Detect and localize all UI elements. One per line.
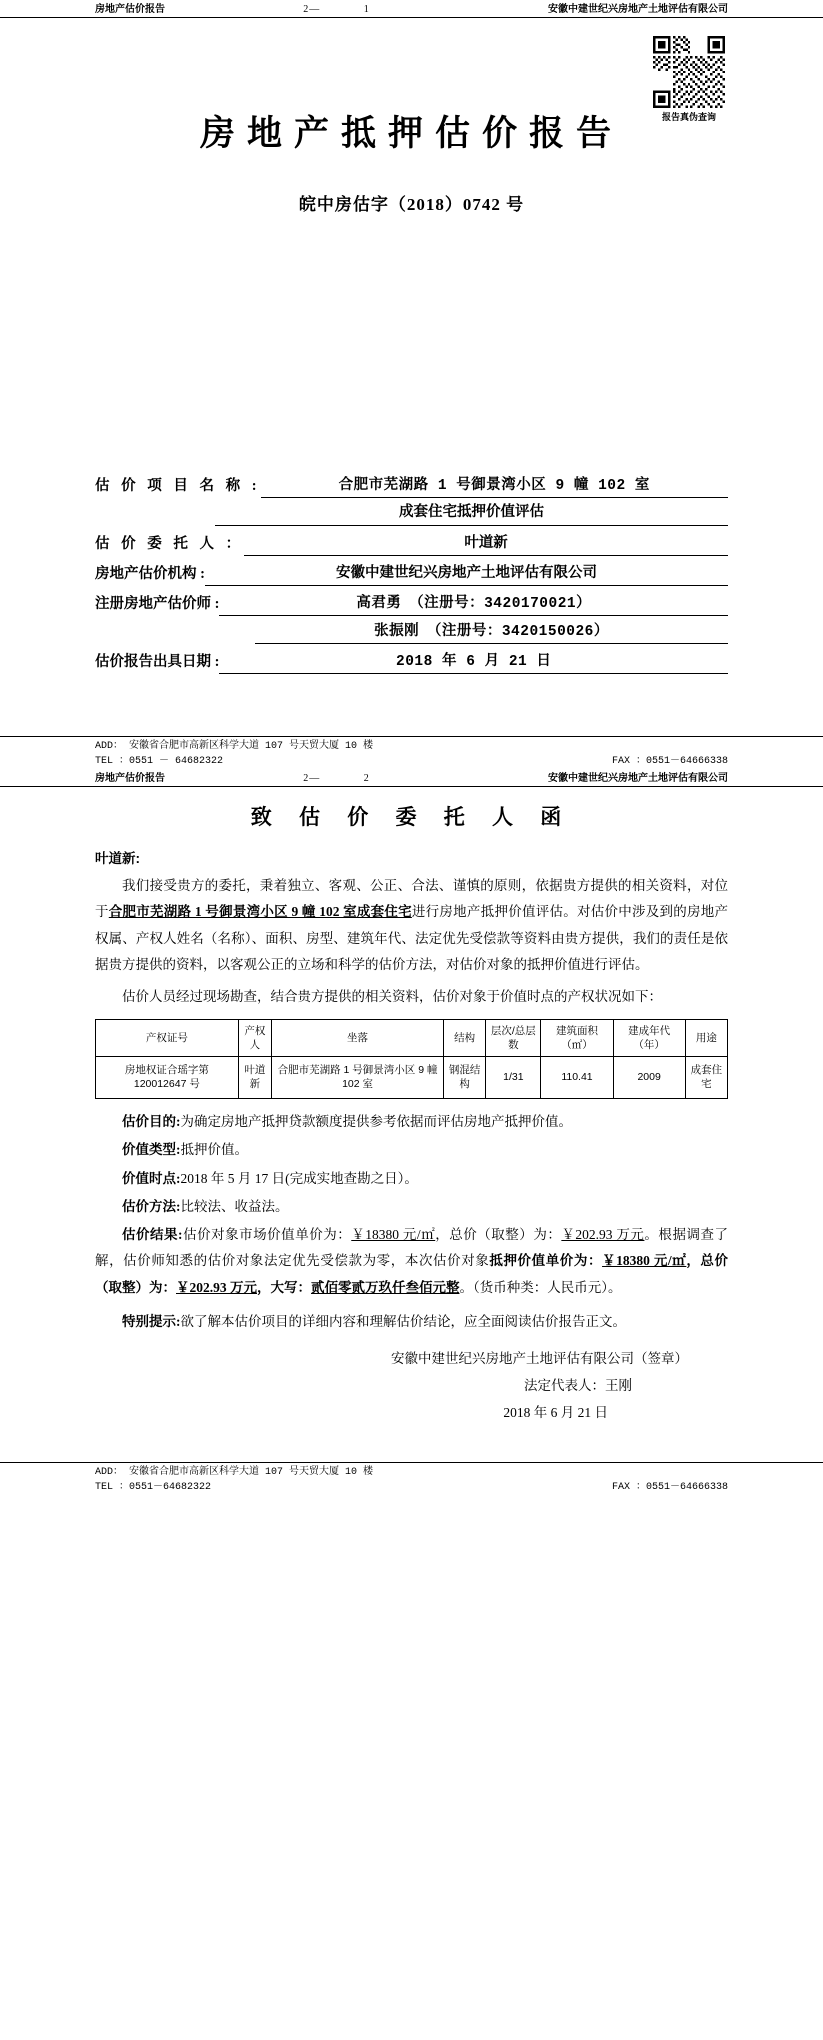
item-mortgage-total-label: ，总价（取整）为： [95,1253,729,1295]
letter-body [95,847,728,1426]
field-issue-date-label: 估价报告出具日期 : [95,654,220,670]
field-appraiser-2-value: 张振刚 （注册号：3420150026） [255,619,728,644]
signature-company: 安徽中建世纪兴房地产土地评估有限公司（签章） [391,1351,688,1367]
letter-paragraph-2: 估价人员经过现场勘查，结合贵方提供的相关资料，估价对象于价值时点的产权状况如下： [122,989,662,1005]
letter-paragraph-1-subject: 合肥市芜湖路 1 号御景湾小区 9 幢 102 室成套住宅 [108,904,412,920]
field-client-label: 估 价 委 托 人 ： [95,536,245,552]
field-appraiser-1-value: 高君勇 （注册号：3420170021） [219,591,728,616]
item-purpose-text: 为确定房地产抵押贷款额度提供参考依据而评估房地产抵押价值。 [180,1113,572,1129]
field-project-name [95,470,728,498]
letter-running-head-right: 安徽中建世纪兴房地产土地评估有限公司 [548,773,728,784]
col-area: 建筑面积（㎡） [541,1019,613,1056]
item-value-date [95,1166,728,1192]
running-head-left: 房地产估价报告 [95,4,165,15]
item-mortgage-total-price: ￥202.93 万元 [176,1279,257,1295]
running-head-page-number: 1 [363,4,370,15]
col-floor: 层次/总层数 [486,1019,541,1056]
item-value-date-label: 价值时点: [122,1170,181,1186]
letter-running-head-page-number: 2 [363,773,370,784]
cover-running-head [0,0,823,18]
letter-running-head-center [165,773,548,784]
cover-footer [0,736,823,769]
field-project-name-label: 估 价 项 目 名 称 : [95,478,261,494]
field-appraiser-2 [95,618,728,644]
running-head-section: 2— [303,4,321,15]
field-project-name-value-line2: 成套住宅抵押价值评估 [215,500,728,526]
field-client-value: 叶道新 [244,531,728,556]
field-issue-date-value: 2018 年 6 月 21 日 [219,649,728,674]
cell-owner: 叶道新 [238,1056,271,1098]
item-value-date-text: 2018 年 5 月 17 日(完成实地查勘之日）。 [180,1170,418,1186]
letter-paragraph-1-post: 进行房地产抵押价值评估。对估价中涉及到的房地产权属、产权人姓名（名称）、面积、房型、建筑年代、法定优先受偿款等资料由贵方提供，我们的责任是依据贵方提供的资料，以客观公正的立场和科学的估价方法，对估价对象的抵押价值进行评估。 [95,904,729,972]
item-mortgage-unit-price: ￥18380 元/㎡ [602,1253,687,1269]
cell-location: 合肥市芜湖路 1 号御景湾小区 9 幢 102 室 [272,1056,444,1098]
field-appraisal-agency [95,558,728,586]
item-purpose-label: 估价目的: [122,1113,181,1129]
qr-code-caption: 报告真伪查询 [661,112,716,122]
col-cert-no: 产权证号 [96,1019,239,1056]
item-result-mid: ，总价（取整）为： [435,1227,562,1243]
cover-title: 房地产抵押估价报告 [199,114,623,153]
field-appraiser-1 [95,588,728,616]
item-mortgage-unit-price-label: 抵押价值单价为： [489,1253,603,1269]
field-appraisal-agency-label: 房地产估价机构 : [95,566,205,582]
item-result-currency-note: 。（货币种类：人民币元）。 [459,1279,622,1295]
letter-footer [0,1462,823,1495]
qr-code-block [650,36,728,123]
cover-footer-address: ADD： 安徽省合肥市高新区科学大道 107 号天贸大厦 10 楼 [95,741,374,752]
letter-running-head-left: 房地产估价报告 [95,773,165,784]
cell-area: 110.41 [541,1056,613,1098]
cover-field-list [95,470,728,674]
letter-bottom-gap [0,1426,823,1462]
letter-running-head-section: 2— [303,773,321,784]
item-methods [95,1194,728,1220]
cell-year: 2009 [613,1056,685,1098]
item-mortgage-amount-in-words: 贰佰零贰万玖仟叁佰元整 [311,1279,460,1295]
item-result-pre: 估价对象市场价值单价为： [182,1227,352,1243]
col-owner: 产权人 [238,1019,271,1056]
letter-paragraph-1-pre: 我们接受贵方的委托，秉着独立、客观、公正、合法、谨慎的原则，依据贵方提供的相关资料，对位于 [95,878,728,920]
item-special-note [95,1309,728,1335]
cell-cert-no: 房地权证合瑶字第 120012647 号 [96,1056,239,1098]
cover-doc-number: 皖中房估字（2018）0742 号 [298,195,525,214]
item-value-type-label: 价值类型: [122,1142,181,1158]
item-mortgage-words-label: ，大写： [257,1279,311,1295]
cover-bottom-gap [0,676,823,736]
item-result-label: 估价结果: [122,1227,183,1243]
item-special-note-text: 欲了解本估价项目的详细内容和理解估价结论，应全面阅读估价报告正文。 [180,1314,626,1330]
item-value-type [95,1137,728,1163]
col-use: 用途 [685,1019,727,1056]
col-location: 坐落 [272,1019,444,1056]
running-head-right: 安徽中建世纪兴房地产土地评估有限公司 [548,4,728,15]
signature-block [95,1345,728,1426]
signature-legal-representative: 法定代表人：王刚 [524,1378,632,1394]
item-methods-label: 估价方法: [122,1198,181,1214]
letter-footer-fax: FAX ：0551－64666338 [611,1482,728,1494]
letter-footer-tel: TEL ：0551－64682322 [95,1482,212,1494]
table-row [96,1056,728,1098]
cover-footer-tel: TEL ：0551 － 64682322 [95,756,224,767]
field-project-name-value: 合肥市芜湖路 1 号御景湾小区 9 幢 102 室 [261,473,728,498]
letter-running-head [0,769,823,787]
item-purpose [95,1109,728,1135]
letter-footer-address: ADD： 安徽省合肥市高新区科学大道 107 号天贸大厦 10 楼 [95,1467,374,1479]
field-issue-date [95,646,728,674]
letter-salutation: 叶道新: [95,851,140,866]
table-header-row [96,1019,728,1056]
item-value-type-text: 抵押价值。 [180,1142,248,1158]
item-methods-text: 比较法、收益法。 [180,1198,289,1214]
item-result-unit-price: ￥18380 元/㎡ [351,1227,436,1243]
property-table [95,1019,728,1099]
item-result [95,1222,728,1301]
letter-paragraph-1 [95,873,728,978]
cell-structure: 钢混结构 [444,1056,486,1098]
running-head-center [165,4,548,15]
col-year: 建成年代（年） [613,1019,685,1056]
field-appraiser-label: 注册房地产估价师 : [95,596,220,612]
field-client [95,528,728,556]
item-result-post: 。根据调查了解，估价师知悉的估价对象法定优先受偿款为零， [95,1227,728,1269]
cover-whitespace [0,215,823,470]
item-special-note-label: 特别提示: [122,1314,181,1330]
cover-footer-fax: FAX ：0551－64666338 [611,756,728,767]
item-result-line2-pre: 本次估价对象 [404,1253,490,1269]
qr-code-icon [653,36,725,108]
col-structure: 结构 [444,1019,486,1056]
field-appraisal-agency-value: 安徽中建世纪兴房地产土地评估有限公司 [205,561,728,586]
item-result-total-price: ￥202.93 万元 [561,1227,645,1243]
cell-floor: 1/31 [486,1056,541,1098]
cell-use: 成套住宅 [685,1056,727,1098]
signature-date: 2018 年 6 月 21 日 [503,1405,608,1421]
letter-title: 致 估 价 委 托 人 函 [250,805,573,829]
